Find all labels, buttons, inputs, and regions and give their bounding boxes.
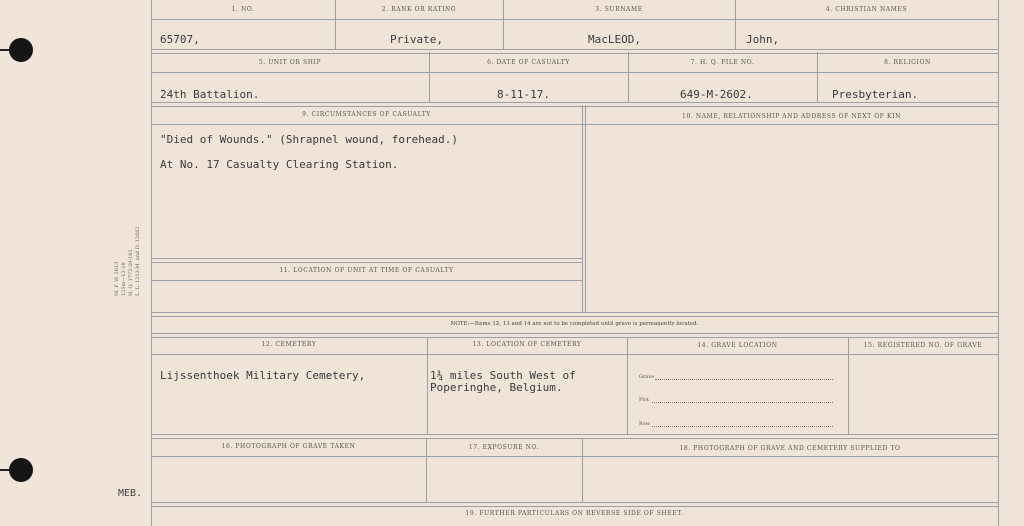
header-hq-file: 7. H. Q. FILE NO. bbox=[690, 59, 755, 66]
circumstances-line-1: "Died of Wounds." (Shrapnel wound, forehead.) bbox=[160, 133, 459, 146]
grave-dotted-line bbox=[655, 379, 833, 380]
divider bbox=[582, 105, 583, 313]
row4-header-line bbox=[151, 354, 998, 355]
header-location-unit: 11. LOCATION OF UNIT AT TIME OF CASUALTY bbox=[279, 267, 454, 274]
header-next-of-kin: 10. NAME, RELATIONSHIP AND ADDRESS OF NEXT OF KIN bbox=[682, 113, 901, 120]
christian-names-value: John, bbox=[746, 33, 780, 46]
row6-top-line bbox=[151, 502, 998, 507]
row5-header-line bbox=[151, 456, 998, 457]
binder-hole-top bbox=[9, 38, 33, 62]
clerk-initials: MEB. bbox=[118, 488, 143, 499]
divider bbox=[848, 337, 849, 435]
date-value: 8-11-17. bbox=[497, 88, 550, 101]
row5-top-line bbox=[151, 434, 998, 439]
printer-imprint bbox=[112, 218, 152, 298]
header-grave-location: 14. GRAVE LOCATION bbox=[697, 342, 778, 349]
header-photo-taken: 16. PHOTOGRAPH OF GRAVE TAKEN bbox=[221, 443, 356, 450]
service-number: 65707, bbox=[160, 33, 200, 46]
header-further-particulars: 19. FURTHER PARTICULARS ON REVERSE SIDE OF SHEET. bbox=[465, 510, 684, 517]
row3-header-line bbox=[151, 124, 998, 125]
header-photo-supplied: 18. PHOTOGRAPH OF GRAVE AND CEMETERY SUPPLIED TO bbox=[679, 445, 901, 452]
header-registered-no: 15. REGISTERED NO. OF GRAVE bbox=[863, 342, 983, 349]
imprint-line-2: 125m—12-18 bbox=[121, 262, 127, 296]
circumstances-line-2: At No. 17 Casualty Clearing Station. bbox=[160, 158, 399, 171]
header-cemetery: 12. CEMETERY bbox=[261, 341, 317, 348]
imprint-line-3: H. Q. 1772-39-163 bbox=[128, 249, 134, 296]
header-exposure: 17. EXPOSURE NO. bbox=[468, 444, 540, 451]
header-christian-names: 4. CHRISTIAN NAMES bbox=[825, 6, 908, 13]
header-no: 1. NO. bbox=[231, 6, 255, 13]
header-date: 6. DATE OF CASUALTY bbox=[487, 59, 570, 66]
note-top-line bbox=[151, 312, 998, 317]
note-bottom-line bbox=[151, 333, 998, 338]
cemetery-value: Lijssenthoek Military Cemetery, bbox=[160, 369, 366, 382]
header-circumstances: 9. CIRCUMSTANCES OF CASUALTY bbox=[302, 111, 431, 118]
plot-dotted-line bbox=[652, 402, 833, 403]
header-religion: 8. RELIGION bbox=[884, 59, 931, 66]
location-unit-header-line bbox=[151, 280, 582, 281]
grave-label: Grave bbox=[639, 374, 655, 380]
plot-label: Plot bbox=[639, 397, 649, 403]
header-surname: 3. SURNAME bbox=[595, 6, 643, 13]
completion-note: NOTE:—Items 12, 13 and 14 are not to be completed until grave is permanently located. bbox=[450, 321, 699, 327]
divider bbox=[627, 337, 628, 435]
binder-hole-bottom bbox=[9, 458, 33, 482]
row2-bottom-line bbox=[151, 102, 998, 107]
hq-file-value: 649-M-2602. bbox=[680, 88, 753, 101]
row2-header-line bbox=[151, 72, 998, 73]
row1-bottom-line bbox=[151, 49, 998, 54]
header-rank: 2. RANK OR RATING bbox=[381, 6, 457, 13]
row-dotted-line bbox=[652, 426, 833, 427]
divider bbox=[427, 337, 428, 435]
row1-header-line bbox=[151, 19, 998, 20]
row-label: Row bbox=[639, 421, 651, 427]
religion-value: Presbyterian. bbox=[832, 88, 919, 101]
unit-value: 24th Battalion. bbox=[160, 88, 260, 101]
header-location-cemetery: 13. LOCATION OF CEMETERY bbox=[472, 341, 582, 348]
surname-value: MacLEOD, bbox=[588, 33, 641, 46]
location-unit-top-line bbox=[151, 258, 582, 263]
right-border bbox=[998, 0, 999, 526]
location-cemetery-line-1: 1¾ miles South West of bbox=[430, 369, 576, 382]
imprint-line-1: M. F. W. 2613 bbox=[114, 261, 120, 296]
rank-value: Private, bbox=[390, 33, 443, 46]
header-unit: 5. UNIT OR SHIP bbox=[258, 59, 322, 66]
imprint-line-4: L. L. 1213-M. and D. 12662 bbox=[135, 226, 141, 296]
location-cemetery-line-2: Poperinghe, Belgium. bbox=[430, 381, 563, 394]
divider bbox=[585, 105, 586, 313]
